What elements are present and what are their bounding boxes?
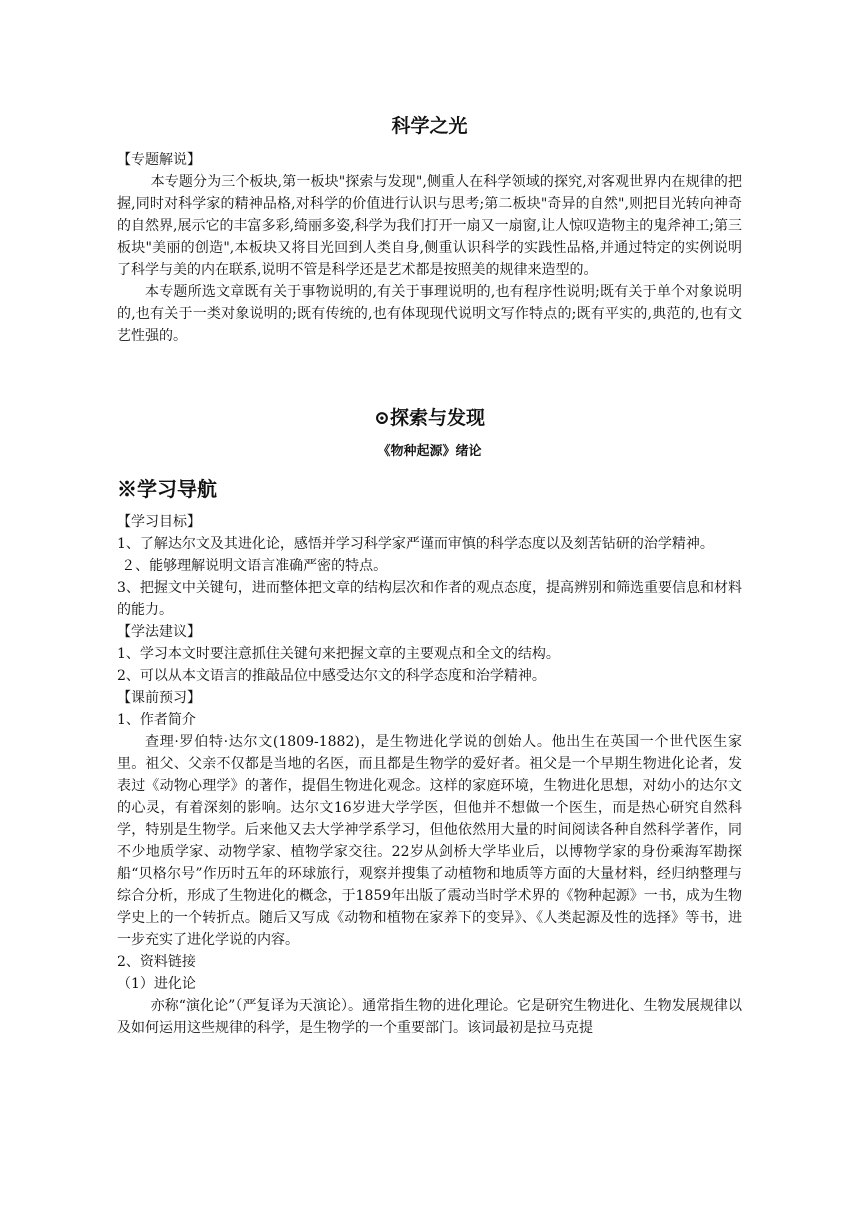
author-paragraph: 查理·罗伯特·达尔文(1809-1882)，是生物进化学说的创始人。他出生在英国一个世代医生家里。祖父、父亲不仅都是当地的名医，而且都是生物学的爱好者。祖父是一个早期生物进化论者，发表过《动物心理学》的著作，提倡生物进化观念。这样的家庭环境，生物进化思想，对幼小的达尔文的心灵，有着深刻的影响。达尔文16岁进大学学医，但他并不想做一个医生，而是热心研究自然科学，特别是生物学。后来他又去大学神学系学习，但他依然用大量的时间阅读各种自然科学著作，同不少地质学家、动物学家、植物学家交往。22岁从剑桥大学毕业后，以博物学家的身份乘海军勘探船“贝格尔号”作历时五年的环球旅行，观察并搜集了动植物和地质等方面的大量材料，经归纳整理与综合分析，形成了生物进化的概念，于1859年出版了震动当时学术界的《物种起源》一书，成为生物学史上的一个转折点。随后又写成《动物和植物在家养下的变异》、《人类起源及性的选择》等书，进一步充实了进化学说的内容。	[117, 734, 742, 948]
article-title: 《物种起源》绪论	[377, 444, 482, 459]
intro-paragraph-2: 本专题所选文章既有关于事物说明的,有关于事理说明的,也有程序性说明;既有关于单个对象说明的,也有关于一类对象说明的;既有传统的,也有体现现代说明文写作特点的;既有平实的,典范的,也有文艺性强的。	[117, 284, 742, 344]
goal-item-2: ２、能够理解说明文语言准确严密的特点。	[121, 558, 388, 574]
page-title: 科学之光	[391, 115, 468, 137]
preview-heading: 【课前预习】	[117, 690, 201, 706]
goals-heading: 【学习目标】	[117, 514, 201, 530]
evolution-paragraph: 亦称“演化论”（严复译为天演论）。通常指生物的进化理论。它是研究生物进化、生物发展规律以及如何运用这些规律的科学，是生物学的一个重要部门。该词最初是拉马克提	[117, 998, 742, 1036]
method-item-2: 2、可以从本文语言的推敲品位中感受达尔文的科学态度和治学精神。	[117, 668, 546, 684]
intro-heading: 【专题解说】	[117, 152, 201, 168]
methods-heading: 【学法建议】	[117, 624, 201, 640]
intro-block	[117, 149, 742, 347]
author-heading: 1、作者简介	[117, 712, 196, 728]
goal-item-1: 1、了解达尔文及其进化论，感悟并学习科学家严谨而审慎的科学态度以及刻苦钻研的治学精神。	[117, 536, 714, 552]
intro-paragraph-1: 本专题分为三个板块,第一板块"探索与发现",侧重人在科学领域的探究,对客观世界内在规律的把握,同时对科学家的精神品格,对科学的价值进行认识与思考;第二板块"奇异的自然",则把目光转向神奇的自然界,展示它的丰富多彩,绮丽多姿,科学为我们打开一扇又一扇窗,让人惊叹造物主的鬼斧神工;第三板块"美丽的创造",本板块又将目光回到人类自身,侧重认识科学的实践性品格,并通过特定的实例说明了科学与美的内在联系,说明不管是科学还是艺术都是按照美的规律来造型的。	[117, 174, 742, 278]
guide-heading: ※学习导航	[117, 477, 217, 501]
section-title: ⊙探索与发现	[374, 407, 485, 429]
evolution-heading: （1）进化论	[117, 976, 196, 992]
study-block	[117, 511, 742, 1039]
goal-item-3: 3、把握文中关键句，进而整体把文章的结构层次和作者的观点态度，提高辨别和筛选重要信息和材料的能力。	[117, 580, 742, 618]
link-heading: 2、资料链接	[117, 954, 196, 970]
method-item-1: 1、学习本文时要注意抓住关键句来把握文章的主要观点和全文的结构。	[117, 646, 560, 662]
